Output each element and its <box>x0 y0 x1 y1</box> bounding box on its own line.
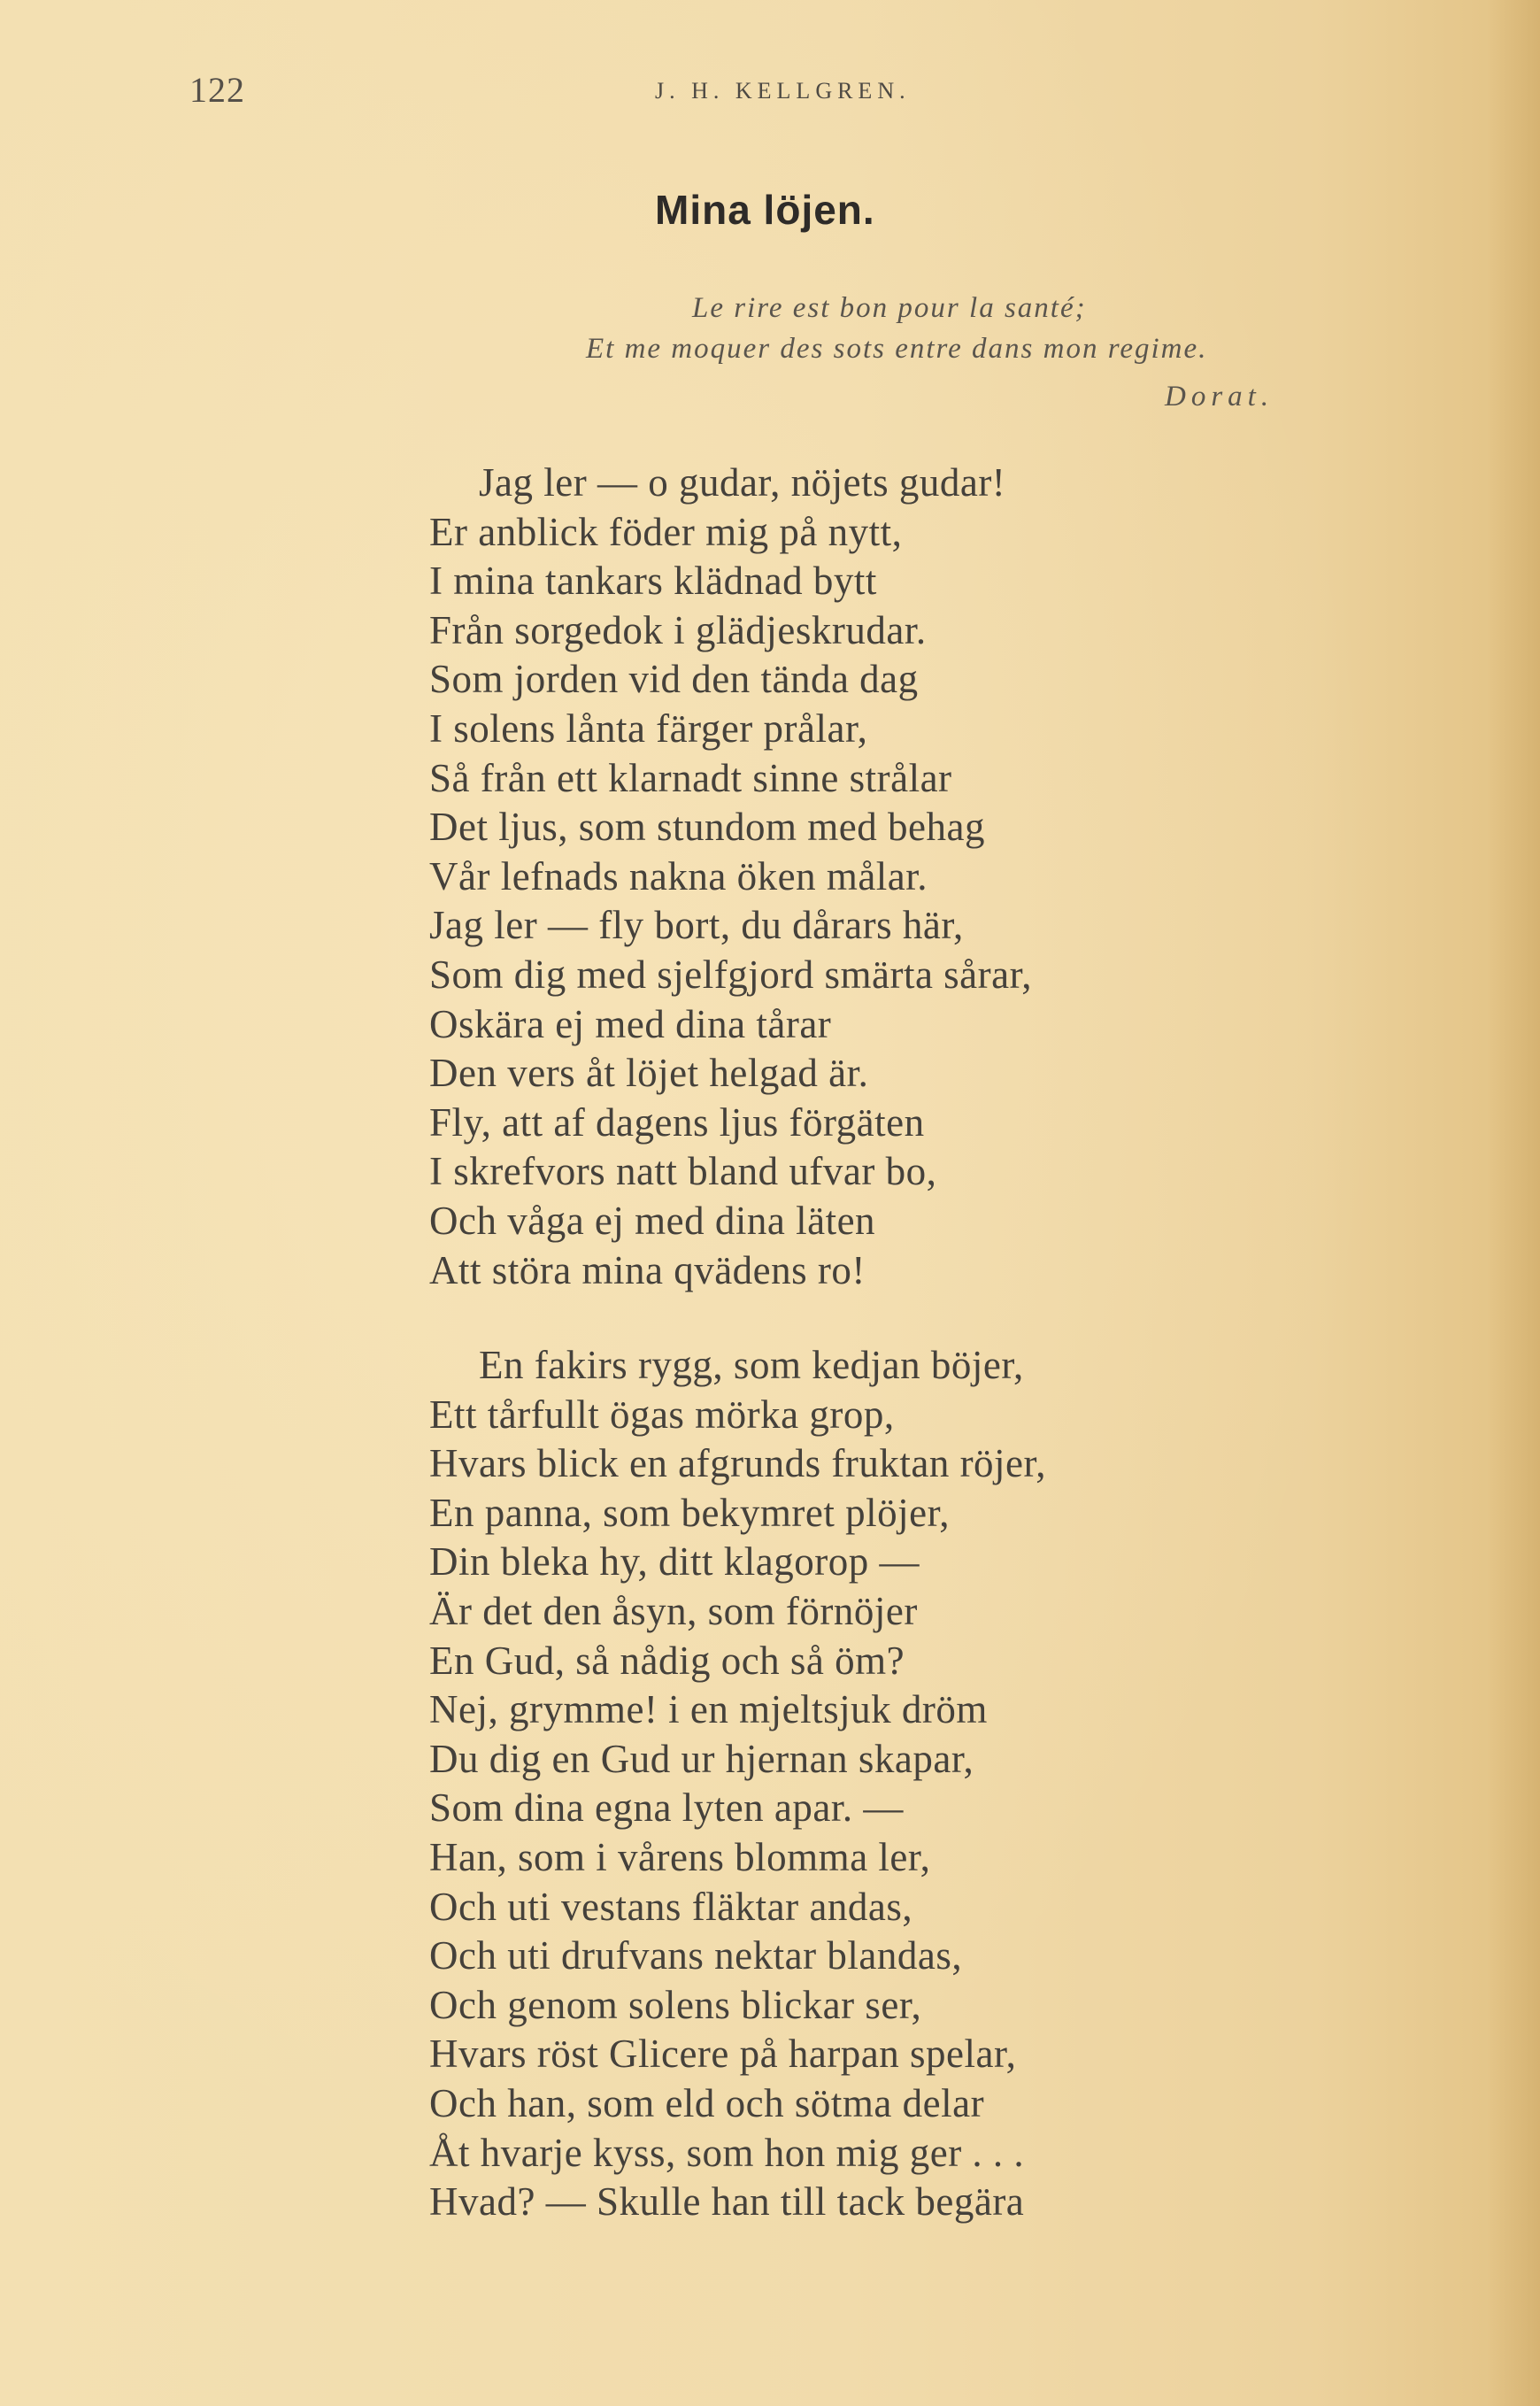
verse-line: Oskära ej med dina tårar <box>429 1001 832 1046</box>
verse-line: I mina tankars klädnad bytt <box>429 559 877 604</box>
verse-line: I solens lånta färger prålar, <box>429 706 868 751</box>
stanza-2 <box>429 1341 1046 2227</box>
verse-line: Och han, som eld och sötma delar <box>429 2080 985 2125</box>
verse-line: Hvad? — Skulle han till tack begära <box>429 2179 1025 2225</box>
verse-line: Från sorgedok i glädjeskrudar. <box>429 607 927 652</box>
running-head: J. H. KELLGREN. <box>655 78 911 104</box>
stanza-1 <box>429 459 1032 1295</box>
verse-line: En Gud, så nådig och så öm? <box>429 1638 905 1683</box>
epigraph-author: Dorat. <box>1165 381 1274 413</box>
verse-line: Ett tårfullt ögas mörka grop, <box>429 1392 895 1437</box>
verse-line: Så från ett klarnadt sinne strålar <box>429 755 952 800</box>
verse-line: Er anblick föder mig på nytt, <box>429 509 903 554</box>
verse-line: En panna, som bekymret plöjer, <box>429 1490 951 1535</box>
verse-line: Och våga ej med dina läten <box>429 1198 876 1243</box>
epigraph-line: Le rire est bon pour la santé; <box>692 292 1087 324</box>
verse-line: Att störa mina qvädens ro! <box>429 1247 866 1292</box>
verse-line: Den vers åt löjet helgad är. <box>429 1051 869 1096</box>
verse-line: Han, som i vårens blomma ler, <box>429 1834 931 1879</box>
verse-line: Vår lefnads nakna öken målar. <box>429 853 928 898</box>
verse-line: Och genom solens blickar ser, <box>429 1982 922 2027</box>
verse-line: En fakirs rygg, som kedjan böjer, <box>479 1343 1024 1387</box>
verse-line: Hvars blick en afgrunds fruktan röjer, <box>429 1441 1046 1486</box>
verse-line: Som dig med sjelfgjord smärta sårar, <box>429 952 1033 997</box>
poem-title: Mina löjen. <box>655 187 875 233</box>
verse-line: Nej, grymme! i en mjeltsjuk dröm <box>429 1687 988 1732</box>
verse-line: Som jorden vid den tända dag <box>429 657 919 702</box>
verse-line: Hvars röst Glicere på harpan spelar, <box>429 2032 1017 2077</box>
verse-line: Jag ler — fly bort, du dårars här, <box>429 903 964 948</box>
verse-line: Fly, att af dagens ljus förgäten <box>429 1099 925 1145</box>
verse-line: I skrefvors natt bland ufvar bo, <box>429 1149 937 1194</box>
page-edge-shadow <box>1487 0 1540 2406</box>
verse-line: Din bleka hy, ditt klagorop — <box>429 1539 920 1585</box>
verse-line: Och uti drufvans nektar blandas, <box>429 1933 963 1978</box>
verse-line: Jag ler — o gudar, nöjets gudar! <box>479 460 1006 505</box>
verse-line: Som dina egna lyten apar. — <box>429 1785 904 1831</box>
verse-line: Och uti vestans fläktar andas, <box>429 1884 913 1929</box>
page-number: 122 <box>189 70 245 110</box>
verse-line: Är det den åsyn, som förnöjer <box>429 1588 918 1633</box>
verse-line: Åt hvarje kyss, som hon mig ger . . . <box>429 2130 1025 2175</box>
verse-line: Det ljus, som stundom med behag <box>429 805 985 850</box>
epigraph-line: Et me moquer des sots entre dans mon regime. <box>586 333 1208 365</box>
verse-line: Du dig en Gud ur hjernan skapar, <box>429 1736 974 1781</box>
